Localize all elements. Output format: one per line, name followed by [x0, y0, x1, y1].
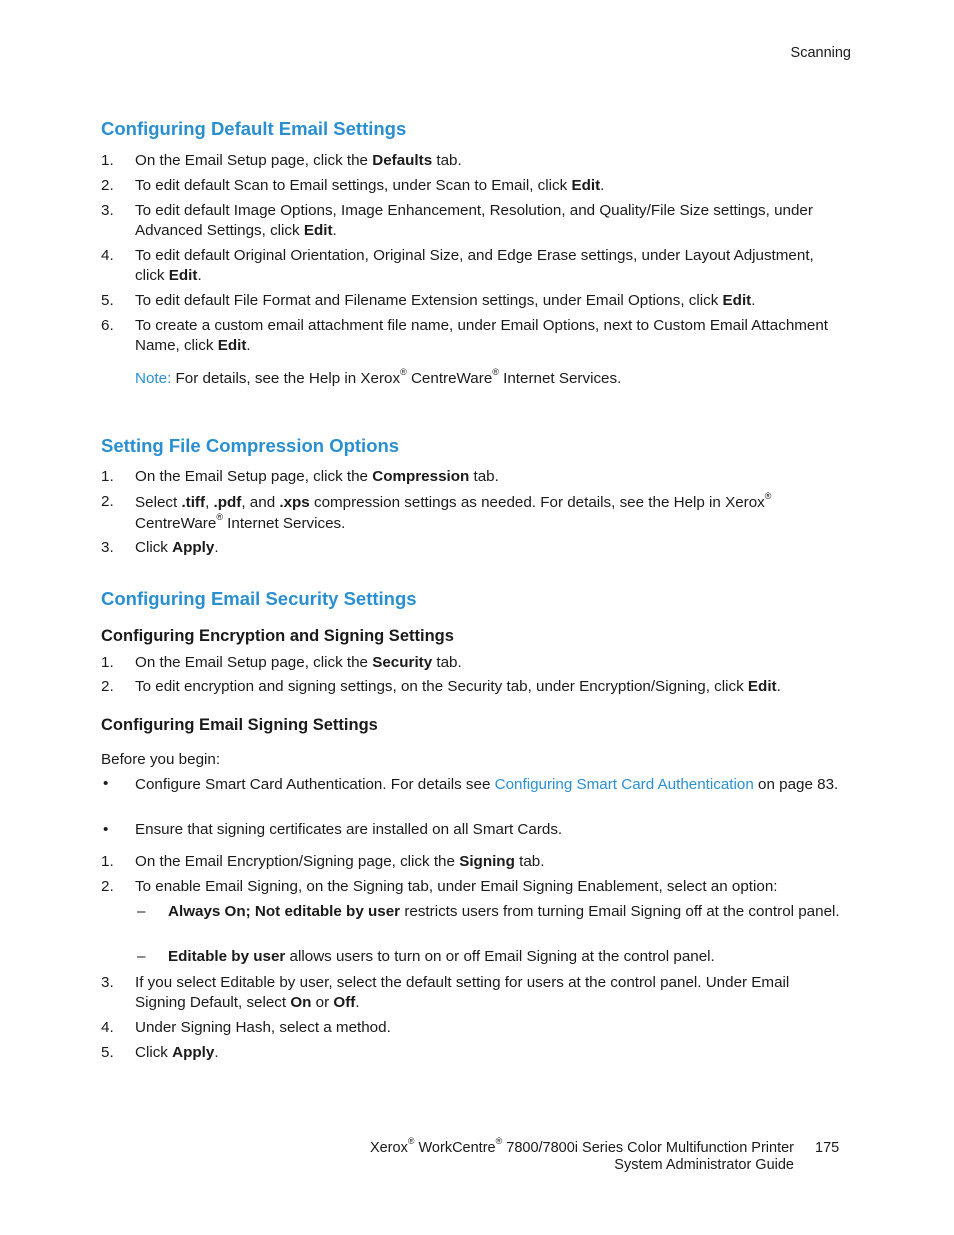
page-number: 175 [815, 1140, 840, 1156]
section-title-default-email: Configuring Default Email Settings [101, 118, 407, 139]
running-header: Scanning [790, 45, 851, 61]
footer-product-info [369, 1136, 794, 1174]
footer-guide-name: System Administrator Guide [614, 1157, 794, 1173]
intro-text: Before you begin: [101, 751, 221, 768]
subsection-title-signing: Configuring Email Signing Settings [101, 716, 378, 734]
note: Note: For details, see the Help in Xerox® CentreWare® Internet Services. [135, 366, 622, 387]
smart-card-auth-link[interactable]: Configuring Smart Card Authentication [494, 776, 754, 793]
section-title-file-compression: Setting File Compression Options [101, 435, 400, 456]
note-label: Note: [135, 370, 172, 387]
subsection-title-encryption: Configuring Encryption and Signing Settings [101, 627, 454, 645]
section-title-email-security: Configuring Email Security Settings [101, 588, 417, 609]
footer-product-name: Xerox® WorkCentre® 7800/7800i Series Color Multifunction Printer [369, 1136, 794, 1156]
